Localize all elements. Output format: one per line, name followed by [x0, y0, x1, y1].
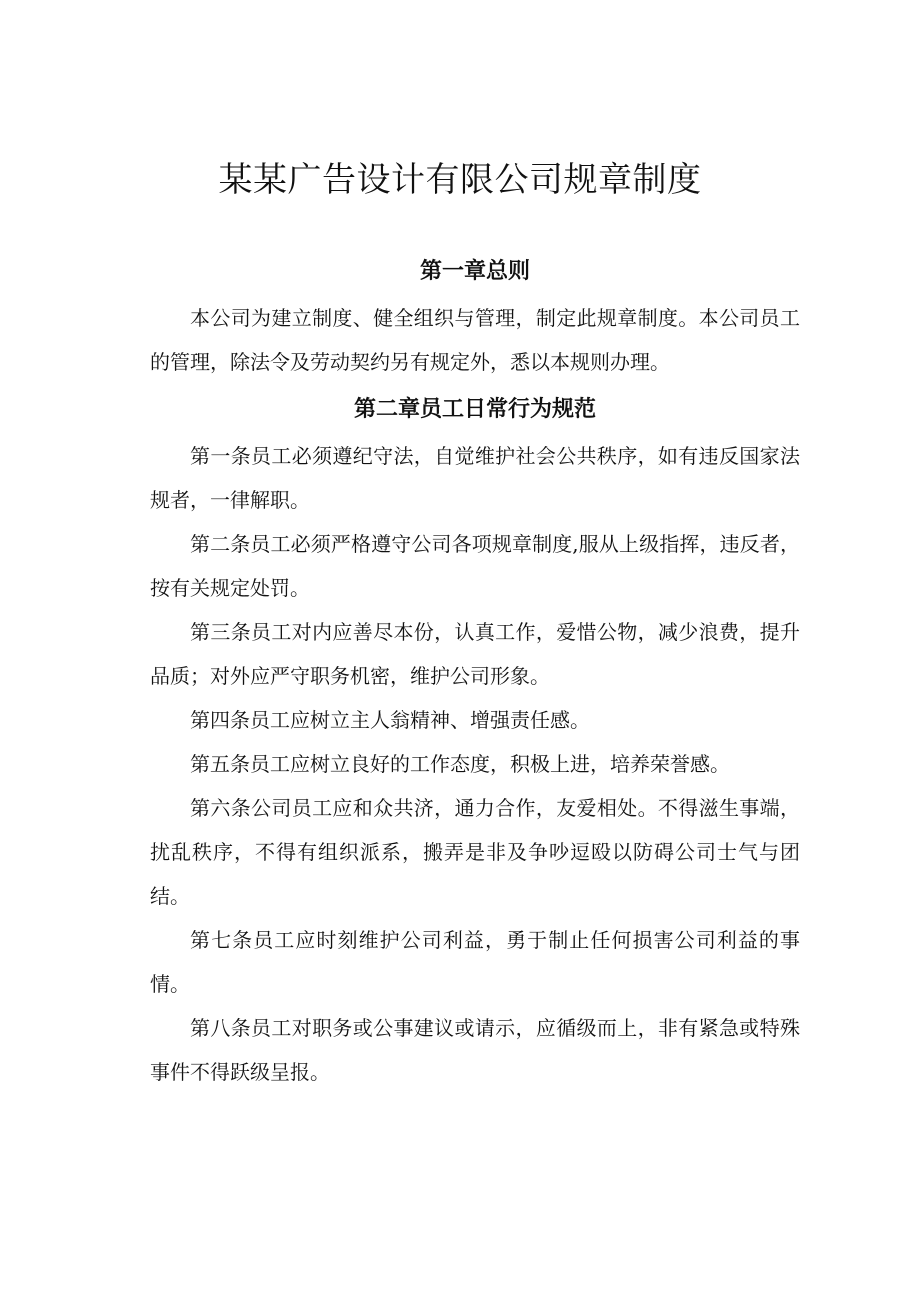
article-6: 第六条公司员工应和众共济，通力合作，友爱相处。不得滋生事端，扰乱秩序，不得有组织派系，搬弄是非及争吵逗殴以防碍公司士气与团结。 — [150, 796, 800, 908]
article-8: 第八条员工对职务或公事建议或请示，应循级而上，非有紧急或特殊事件不得跃级呈报。 — [150, 1016, 800, 1084]
article-3: 第三条员工对内应善尽本份，认真工作，爱惜公物，减少浪费，提升品质；对外应严守职务机密，维护公司形象。 — [150, 620, 800, 688]
article-4: 第四条员工应树立主人翁精神、增强责任感。 — [190, 708, 590, 732]
document-title: 某某广告设计有限公司规章制度 — [218, 160, 702, 200]
chapter-1-heading: 第一章总则 — [419, 259, 530, 284]
article-2: 第二条员工必须严格遵守公司各项规章制度,服从上级指挥，违反者，按有关规定处罚。 — [150, 532, 800, 600]
document-body — [150, 252, 800, 1094]
article-5: 第五条员工应树立良好的工作态度，积极上进，培养荣誉感。 — [190, 752, 730, 776]
article-1: 第一条员工必须遵纪守法，自觉维护社会公共秩序，如有违反国家法规者，一律解职。 — [150, 444, 800, 512]
chapter-1-paragraph-1: 本公司为建立制度、健全组织与管理，制定此规章制度。本公司员工的管理，除法令及劳动契约另有规定外，悉以本规则办理。 — [150, 306, 800, 374]
article-7: 第七条员工应时刻维护公司利益，勇于制止任何损害公司利益的事情。 — [150, 928, 800, 996]
chapter-2-heading: 第二章员工日常行为规范 — [353, 397, 596, 422]
